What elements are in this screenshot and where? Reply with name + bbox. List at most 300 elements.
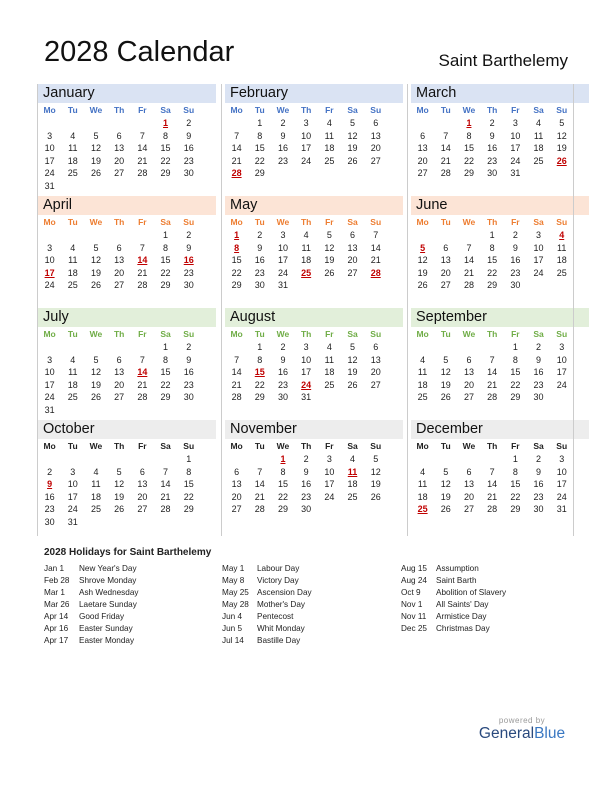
day-cell: 20 (114, 155, 125, 166)
month-august (225, 308, 403, 404)
day-cell: 30 (277, 392, 288, 403)
empty-cell (108, 341, 131, 354)
day-cell: 26 (90, 280, 101, 291)
day-cell: 30 (510, 280, 521, 291)
week-row (38, 466, 216, 479)
day-cell: 8 (512, 466, 518, 477)
week-row (225, 279, 403, 292)
week-row (38, 254, 216, 267)
holiday-date: Feb 28 (44, 576, 70, 585)
day-cell: 30 (254, 280, 265, 291)
week-row (38, 130, 216, 143)
month-april (38, 196, 216, 292)
day-cell: 3 (559, 342, 565, 352)
day-cell: 4 (70, 354, 76, 365)
day-cell: 1 (163, 118, 169, 128)
day-cell: 2 (186, 230, 192, 240)
day-cell: 28 (487, 504, 498, 515)
month-october (38, 420, 216, 529)
weekday-label: We (276, 329, 290, 339)
weekday-header (225, 103, 403, 117)
column-divider (573, 84, 574, 536)
day-cell: 15 (510, 367, 521, 378)
empty-cell (131, 229, 154, 242)
day-cell: 15 (183, 479, 194, 490)
week-row (38, 503, 216, 516)
day-cell: 17 (324, 479, 335, 490)
day-cell: 17 (44, 379, 55, 390)
day-cell: 19 (90, 267, 101, 278)
day-cell: 13 (137, 479, 148, 490)
holiday-name: Laetare Sunday (79, 600, 137, 609)
day-cell: 14 (463, 255, 474, 266)
day-cell: 9 (280, 130, 286, 141)
day-cell: 15 (254, 367, 265, 378)
weekday-label: Fr (325, 217, 334, 227)
empty-cell (84, 453, 107, 466)
holiday-date: Nov 11 (401, 612, 427, 621)
weekday-label: Tu (67, 105, 78, 115)
day-cell: 3 (326, 454, 332, 464)
day-cell: 13 (463, 367, 474, 378)
day-cell: 19 (370, 479, 381, 490)
day-cell: 23 (183, 267, 194, 278)
day-cell: 25 (556, 267, 567, 278)
day-cell: 10 (44, 143, 55, 154)
day-cell: 10 (510, 130, 521, 141)
day-cell: 26 (347, 379, 358, 390)
day-cell: 31 (556, 504, 567, 515)
day-cell: 13 (114, 367, 125, 378)
weekday-label: Sa (533, 441, 544, 451)
month-february (225, 84, 403, 180)
day-cell: 18 (533, 143, 544, 154)
weekday-label: Th (300, 329, 312, 339)
day-cell: 5 (350, 342, 356, 352)
weekday-label: Fr (138, 441, 147, 451)
holiday-date: Apr 17 (44, 636, 69, 645)
day-cell: 10 (67, 479, 78, 490)
day-cell: 7 (234, 130, 240, 141)
week-row (225, 478, 403, 491)
day-cell: 15 (160, 143, 171, 154)
empty-cell (131, 117, 154, 130)
weekday-label: Tu (440, 329, 451, 339)
day-cell: 31 (510, 168, 521, 179)
day-cell: 6 (116, 130, 122, 141)
weekday-label: Mo (416, 329, 429, 339)
day-cell: 6 (420, 130, 426, 141)
empty-cell (131, 516, 154, 529)
day-cell: 23 (254, 267, 265, 278)
day-cell: 29 (510, 504, 521, 515)
weekday-label: We (462, 329, 476, 339)
day-cell: 19 (417, 267, 428, 278)
week-row (225, 130, 403, 143)
day-cell: 2 (536, 454, 542, 464)
empty-cell (457, 341, 480, 354)
holiday-row (401, 575, 506, 587)
week-row (225, 254, 403, 267)
day-cell: 11 (68, 255, 78, 266)
day-cell: 16 (183, 367, 194, 378)
day-cell: 10 (44, 367, 55, 378)
day-cell: 25 (67, 280, 78, 291)
day-cell: 29 (277, 504, 288, 515)
weekday-label: Th (113, 105, 125, 115)
week-row (225, 453, 403, 466)
week-row (225, 379, 403, 392)
day-cell: 2 (512, 230, 518, 240)
empty-cell (61, 404, 84, 417)
day-cell: 13 (440, 255, 451, 266)
week-row (411, 391, 589, 404)
day-cell: 16 (277, 143, 288, 154)
weekday-label: Sa (533, 105, 544, 115)
day-cell: 22 (183, 491, 194, 502)
holiday-name: Victory Day (257, 576, 299, 585)
day-cell: 23 (533, 379, 544, 390)
month-name: January (38, 84, 216, 103)
day-cell: 31 (301, 392, 312, 403)
holiday-name: Easter Sunday (79, 624, 133, 633)
day-cell: 16 (510, 255, 521, 266)
empty-cell (225, 117, 248, 130)
empty-cell (154, 404, 177, 417)
holiday-row (222, 623, 312, 635)
day-cell: 27 (417, 168, 428, 179)
week-row (225, 366, 403, 379)
weekday-label: Su (183, 105, 195, 115)
day-cell: 5 (326, 230, 332, 240)
weekday-label: Su (370, 441, 382, 451)
day-cell: 1 (186, 454, 192, 464)
day-cell: 20 (114, 379, 125, 390)
week-row (38, 279, 216, 292)
holiday-date: May 8 (222, 576, 245, 585)
week-row (38, 180, 216, 193)
week-row (38, 354, 216, 367)
week-row (411, 142, 589, 155)
empty-cell (364, 167, 387, 180)
month-july (38, 308, 216, 417)
day-cell: 11 (417, 479, 428, 490)
weekday-label: Tu (67, 441, 78, 451)
day-cell: 17 (533, 255, 544, 266)
day-cell: 26 (556, 155, 567, 166)
week-row (38, 391, 216, 404)
weekday-label: Su (370, 217, 382, 227)
empty-cell (341, 391, 364, 404)
day-cell: 19 (114, 491, 125, 502)
weekday-label: Tu (254, 329, 265, 339)
day-cell: 12 (440, 367, 451, 378)
holiday-row (401, 623, 506, 635)
day-cell: 25 (324, 155, 335, 166)
weekday-label: Th (486, 217, 498, 227)
day-cell: 15 (463, 143, 474, 154)
week-row (411, 279, 589, 292)
weekday-label: Mo (230, 441, 243, 451)
day-cell: 26 (90, 392, 101, 403)
day-cell: 8 (186, 466, 192, 477)
day-cell: 26 (370, 491, 381, 502)
weekday-label: Sa (160, 329, 171, 339)
day-cell: 9 (47, 479, 53, 490)
day-cell: 12 (90, 143, 101, 154)
weekday-label: Th (113, 329, 125, 339)
day-cell: 22 (254, 155, 265, 166)
empty-cell (131, 404, 154, 417)
day-cell: 11 (301, 242, 311, 253)
day-cell: 18 (324, 367, 335, 378)
day-cell: 18 (556, 255, 567, 266)
day-cell: 25 (67, 168, 78, 179)
day-cell: 18 (67, 267, 78, 278)
day-cell: 11 (324, 130, 335, 141)
day-cell: 22 (254, 379, 265, 390)
empty-cell (550, 391, 573, 404)
day-cell: 23 (183, 379, 194, 390)
day-cell: 12 (90, 255, 101, 266)
month-name: May (225, 196, 403, 215)
empty-cell (177, 404, 200, 417)
day-cell: 4 (326, 342, 332, 352)
day-cell: 24 (44, 280, 55, 291)
day-cell: 8 (257, 354, 263, 365)
day-cell: 12 (347, 130, 358, 141)
holiday-date: May 25 (222, 588, 249, 597)
day-cell: 29 (160, 280, 171, 291)
month-september (411, 308, 589, 404)
day-cell: 7 (489, 354, 495, 365)
day-cell: 1 (234, 230, 240, 240)
day-cell: 19 (440, 491, 451, 502)
day-cell: 13 (114, 143, 125, 154)
empty-cell (527, 279, 550, 292)
day-cell: 23 (277, 155, 288, 166)
holiday-name: All Saints' Day (436, 600, 489, 609)
day-cell: 23 (487, 155, 498, 166)
day-cell: 14 (137, 143, 148, 154)
weekday-label: Sa (347, 217, 358, 227)
week-row (411, 167, 589, 180)
empty-cell (295, 167, 318, 180)
day-cell: 14 (160, 479, 171, 490)
weekday-header (411, 439, 589, 453)
empty-cell (411, 341, 434, 354)
weekday-label: Fr (138, 217, 147, 227)
day-cell: 28 (463, 280, 474, 291)
week-row (38, 229, 216, 242)
day-cell: 5 (93, 130, 99, 141)
empty-cell (295, 279, 318, 292)
day-cell: 31 (67, 516, 78, 527)
empty-cell (434, 229, 457, 242)
day-cell: 11 (557, 242, 567, 253)
week-row (411, 503, 589, 516)
day-cell: 24 (533, 267, 544, 278)
day-cell: 24 (510, 155, 521, 166)
weekday-label: Mo (230, 105, 243, 115)
day-cell: 25 (417, 392, 428, 403)
day-cell: 22 (487, 267, 498, 278)
day-cell: 7 (234, 354, 240, 365)
day-cell: 17 (556, 479, 567, 490)
day-cell: 28 (370, 267, 381, 278)
day-cell: 18 (67, 379, 78, 390)
week-row (38, 516, 216, 529)
month-november (225, 420, 403, 516)
weekday-label: Th (486, 105, 498, 115)
day-cell: 6 (443, 242, 449, 253)
day-cell: 1 (512, 454, 518, 464)
day-cell: 18 (324, 143, 335, 154)
empty-cell (457, 229, 480, 242)
weekday-label: Su (183, 329, 195, 339)
day-cell: 6 (350, 230, 356, 240)
day-cell: 21 (487, 379, 498, 390)
weekday-label: Mo (416, 105, 429, 115)
holiday-row (44, 611, 138, 623)
day-cell: 4 (70, 130, 76, 141)
day-cell: 18 (67, 155, 78, 166)
day-cell: 25 (90, 504, 101, 515)
week-row (225, 242, 403, 255)
day-cell: 27 (114, 392, 125, 403)
brand-name-blue: Blue (534, 725, 566, 742)
weekday-label: Tu (67, 217, 78, 227)
weekday-label: Fr (511, 329, 520, 339)
weekday-label: Sa (533, 217, 544, 227)
weekday-label: Fr (138, 105, 147, 115)
day-cell: 29 (160, 392, 171, 403)
empty-cell (318, 391, 341, 404)
weekday-label: Fr (325, 105, 334, 115)
day-cell: 28 (137, 392, 148, 403)
day-cell: 23 (533, 491, 544, 502)
day-cell: 2 (47, 466, 53, 477)
weekday-label: Th (300, 217, 312, 227)
holiday-row (401, 611, 506, 623)
holiday-name: Christmas Day (436, 624, 490, 633)
weekday-header (38, 103, 216, 117)
day-cell: 3 (47, 354, 53, 365)
day-cell: 28 (254, 504, 265, 515)
empty-cell (38, 341, 61, 354)
holidays-title: 2028 Holidays for Saint Barthelemy (44, 547, 212, 558)
day-cell: 31 (44, 180, 55, 191)
empty-cell (364, 279, 387, 292)
day-cell: 19 (347, 143, 358, 154)
day-cell: 6 (116, 242, 122, 253)
empty-cell (84, 341, 107, 354)
day-cell: 9 (536, 354, 542, 365)
day-cell: 16 (487, 143, 498, 154)
day-cell: 28 (231, 392, 242, 403)
day-cell: 7 (139, 242, 145, 253)
weekday-header (38, 215, 216, 229)
empty-cell (61, 117, 84, 130)
empty-cell (248, 453, 271, 466)
day-cell: 25 (67, 392, 78, 403)
empty-cell (318, 503, 341, 516)
day-cell: 4 (303, 230, 309, 240)
week-row (411, 254, 589, 267)
week-row (38, 404, 216, 417)
day-cell: 14 (487, 367, 498, 378)
day-cell: 1 (163, 230, 169, 240)
day-cell: 26 (440, 392, 451, 403)
holiday-name: Good Friday (79, 612, 125, 621)
day-cell: 21 (137, 155, 148, 166)
holiday-name: Saint Barth (436, 576, 477, 585)
day-cell: 24 (301, 379, 312, 390)
day-cell: 4 (536, 118, 542, 128)
day-cell: 11 (533, 130, 544, 141)
day-cell: 26 (114, 504, 125, 515)
empty-cell (38, 229, 61, 242)
day-cell: 1 (163, 342, 169, 352)
day-cell: 27 (231, 504, 242, 515)
weekday-label: We (462, 105, 476, 115)
holiday-date: Apr 14 (44, 612, 69, 621)
empty-cell (411, 453, 434, 466)
day-cell: 12 (417, 255, 428, 266)
day-cell: 4 (326, 118, 332, 128)
day-cell: 4 (70, 242, 76, 253)
empty-cell (108, 117, 131, 130)
weekday-label: We (89, 441, 103, 451)
day-cell: 9 (186, 354, 192, 365)
day-cell: 17 (277, 255, 288, 266)
week-row (225, 142, 403, 155)
day-cell: 11 (68, 367, 78, 378)
empty-cell (154, 453, 177, 466)
day-cell: 16 (44, 491, 55, 502)
day-cell: 4 (350, 454, 356, 464)
day-cell: 19 (90, 379, 101, 390)
day-cell: 24 (67, 504, 78, 515)
weekday-label: Mo (43, 105, 56, 115)
week-row (411, 130, 589, 143)
day-cell: 20 (370, 367, 381, 378)
day-cell: 4 (420, 466, 426, 477)
day-cell: 9 (536, 466, 542, 477)
weekday-label: Fr (511, 105, 520, 115)
day-cell: 16 (183, 255, 194, 266)
day-cell: 18 (347, 479, 358, 490)
holiday-row (44, 623, 138, 635)
day-cell: 24 (44, 392, 55, 403)
day-cell: 8 (163, 354, 169, 365)
day-cell: 15 (231, 255, 242, 266)
day-cell: 13 (231, 479, 242, 490)
day-cell: 22 (160, 379, 171, 390)
holiday-row (44, 575, 138, 587)
week-row (225, 391, 403, 404)
day-cell: 15 (510, 479, 521, 490)
day-cell: 28 (487, 392, 498, 403)
day-cell: 15 (160, 255, 171, 266)
day-cell: 13 (347, 242, 358, 253)
month-name: July (38, 308, 216, 327)
day-cell: 7 (443, 130, 449, 141)
day-cell: 16 (301, 479, 312, 490)
holiday-name: New Year's Day (79, 564, 137, 573)
empty-cell (550, 167, 573, 180)
weekday-label: We (89, 217, 103, 227)
